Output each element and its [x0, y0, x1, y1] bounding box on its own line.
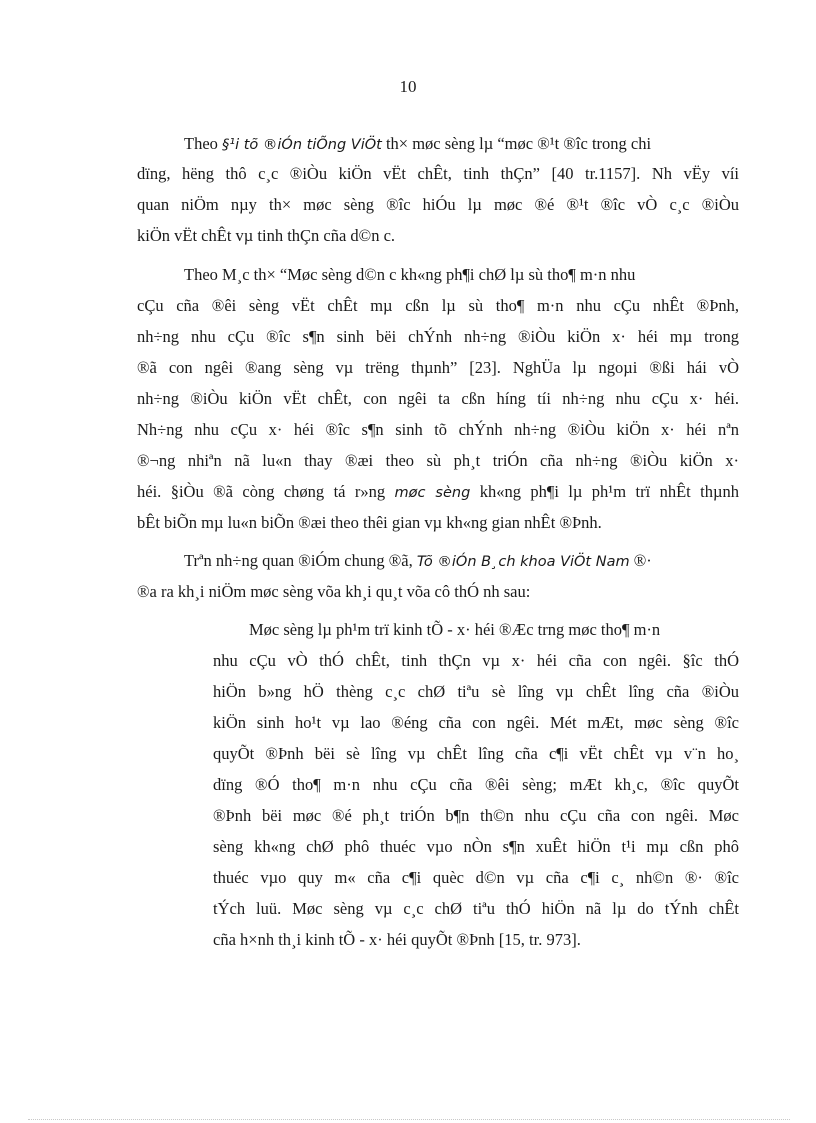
text-line: [137, 163, 739, 185]
text-line: [213, 774, 739, 796]
text-run: dïng ®Ó tho¶ m·n nhu cÇu cña ®êi sèng; mÆt kh¸c, ®îc quyÕt: [213, 775, 739, 794]
text-line: [213, 681, 739, 703]
text-run: sèng kh«ng chØ phô thuéc vµo nÒn s¶n xuÊt hiÖn t¹i mµ cßn phô: [213, 837, 739, 856]
text-line: [137, 450, 739, 472]
text-line: [137, 512, 602, 534]
text-run: Theo M¸c th× “Møc sèng d©n c kh«ng ph¶i chØ lµ sù tho¶ m·n nhu: [184, 265, 636, 284]
text-line: [184, 133, 651, 155]
text-line: [137, 357, 739, 379]
text-line: [213, 650, 739, 672]
text-run: nh÷ng nhu cÇu ®îc s¶n sinh bëi chÝnh nh÷ng ®iÒu kiÖn x· héi mµ trong: [137, 327, 739, 346]
italic-term: §¹i tõ ®iÓn tiÕng ViÖt: [222, 137, 382, 153]
text-run: bÊt biÕn mµ lu«n biÕn ®æi theo thêi gian vµ kh«ng gian nhÊt ®Þnh.: [137, 513, 602, 532]
text-line: [184, 264, 635, 286]
text-run: ®a ra kh¸i niÖm møc sèng võa kh¸i qu¸t võa cô thÓ nh sau:: [137, 582, 531, 601]
text-run: th× møc sèng lµ “møc ®¹t ®îc trong chi: [381, 134, 652, 153]
text-line: [137, 419, 739, 441]
text-run: kh«ng ph¶i lµ ph¹m trï nhÊt thµnh: [470, 482, 739, 501]
text-run: quan niÖm nµy th× møc sèng ®îc hiÓu lµ møc ®é ®¹t ®îc vÒ c¸c ®iÒu: [137, 195, 739, 214]
text-run: ®Þnh bëi møc ®é ph¸t triÓn b¶n th©n nhu cÇu cña con ngêi. Møc: [213, 806, 739, 825]
text-line: [249, 619, 660, 641]
text-line: [137, 225, 395, 247]
text-run: quyÕt ®Þnh bëi sè lîng vµ chÊt lîng cña c¶i vËt chÊt vµ v¨n ho¸: [213, 744, 739, 763]
text-line: [213, 867, 739, 889]
text-run: Møc sèng lµ ph¹m trï kinh tÕ - x· héi ®Æc trng møc tho¶ m·n: [249, 620, 661, 639]
text-run: héi. §iÒu ®ã còng chøng tá r»ng: [137, 482, 395, 501]
text-run: thuéc vµo quy m« cña c¶i quèc d©n vµ cña c¶i c¸ nh©n ®· ®îc: [213, 868, 739, 887]
text-line: [137, 326, 739, 348]
text-run: dïng, hëng thô c¸c ®iÒu kiÖn vËt chÊt, tinh thÇn” [40 tr.1157]. Nh vËy víi: [137, 164, 739, 183]
text-run: hiÖn b»ng hÖ thèng c¸c chØ tiªu sè lîng vµ chÊt lîng cña ®iÒu: [213, 682, 739, 701]
text-run: tÝch luü. Møc sèng vµ c¸c chØ tiªu thÓ hiÖn nã lµ do tÝnh chÊt: [213, 899, 739, 918]
italic-term: møc sèng: [394, 485, 471, 501]
text-line: [137, 295, 739, 317]
text-run: Trªn nh÷ng quan ®iÓm chung ®ã,: [184, 551, 417, 570]
text-line: [213, 712, 739, 734]
text-line: [213, 743, 739, 765]
text-line: [213, 805, 739, 827]
text-line: [137, 388, 739, 410]
text-run: kiÖn sinh ho¹t vµ lao ®éng cña con ngêi. Mét mÆt, møc sèng ®îc: [213, 713, 739, 732]
page-bottom-edge: [28, 1119, 790, 1120]
text-line: [184, 550, 652, 572]
text-run: cña h×nh th¸i kinh tÕ - x· héi quyÕt ®Þnh [15, tr. 973].: [213, 930, 581, 949]
text-line: [213, 836, 739, 858]
text-run: Nh÷ng nhu cÇu x· héi ®îc s¶n sinh tõ chÝnh nh÷ng ®iÒu kiÖn x· héi nªn: [137, 420, 739, 439]
text-run: ®·: [629, 551, 652, 570]
text-line: [213, 898, 739, 920]
text-line: [137, 481, 739, 503]
text-run: nh÷ng ®iÒu kiÖn vËt chÊt, con ngêi ta cßn híng tíi nh÷ng nhu cÇu x· héi.: [137, 389, 739, 408]
italic-term: Tõ ®iÓn B¸ch khoa ViÖt Nam: [416, 554, 630, 570]
text-run: Theo: [184, 134, 223, 153]
text-run: kiÖn vËt chÊt vµ tinh thÇn cña d©n c.: [137, 226, 396, 245]
text-run: ®ã con ngêi ®ang sèng vµ trëng thµnh” [23]. NghÜa lµ ngoµi ®ßi hái vÒ: [137, 358, 739, 377]
text-line: [137, 581, 530, 603]
text-run: ®¬ng nhiªn nã lu«n thay ®æi theo sù ph¸t triÓn cña nh÷ng ®iÒu kiÖn x·: [137, 451, 739, 470]
text-line: [213, 929, 581, 951]
text-line: [137, 194, 739, 216]
page-number: 10: [399, 77, 417, 96]
text-run: nhu cÇu vÒ thÓ chÊt, tinh thÇn vµ x· héi cña con ngêi. §îc thÓ: [213, 651, 739, 670]
text-run: cÇu cña ®êi sèng vËt chÊt mµ cßn lµ sù tho¶ m·n nhu cÇu nhÊt ®Þnh,: [137, 296, 739, 315]
